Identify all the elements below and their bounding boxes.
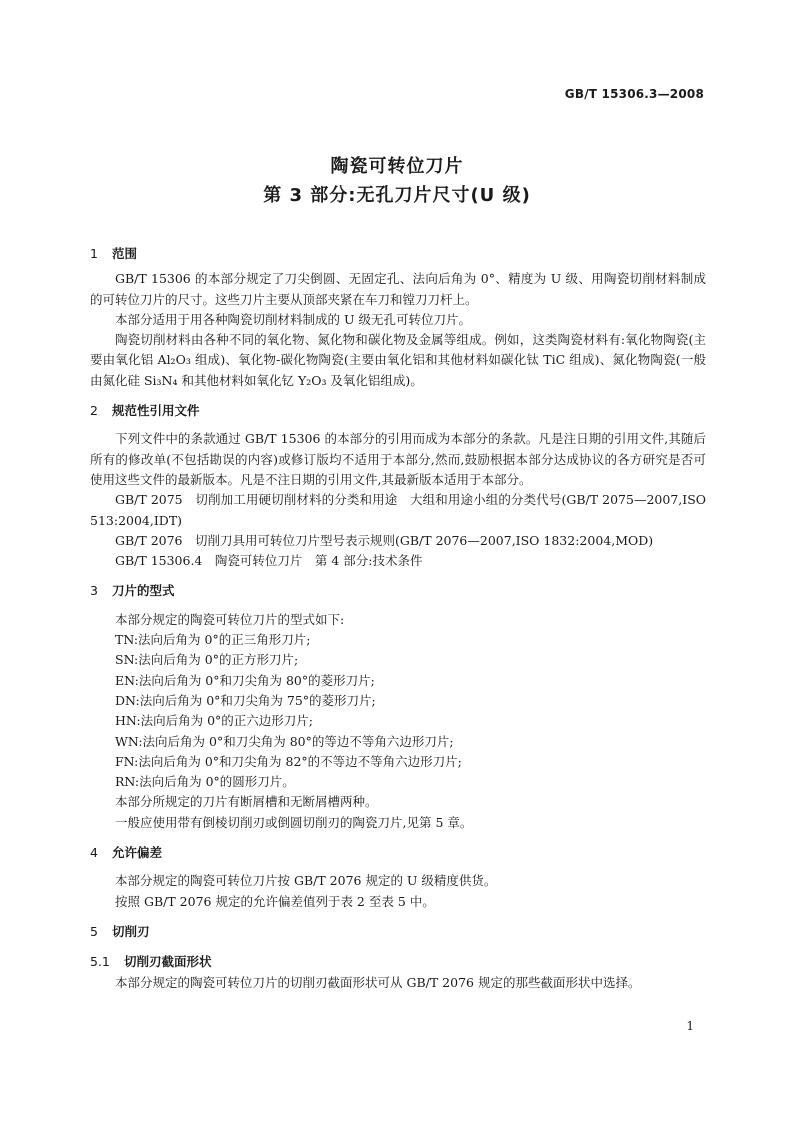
standard-code: GB/T 15306.3—2008 (564, 87, 704, 101)
spacer (90, 571, 706, 581)
page-number: 1 (686, 1019, 694, 1033)
insert-type-item: TN:法向后角为 0°的正三角形刀片; (115, 632, 311, 648)
document-title: 陶瓷可转位刀片 (330, 156, 464, 177)
section-4-heading (90, 843, 706, 863)
insert-type-item: SN:法向后角为 0°的正方形刀片; (115, 652, 299, 668)
section-3-heading (90, 581, 706, 601)
paragraph: 一般应使用带有倒棱切削刃或倒圆切削刃的陶瓷刀片,见第 5 章。 (115, 814, 473, 830)
section-number: 4 (90, 845, 98, 861)
spacer (90, 942, 706, 952)
section-title: 切削刃 (112, 923, 150, 939)
document-body (90, 244, 706, 993)
subsection-title: 切削刃截面形状 (124, 954, 212, 970)
insert-type-item: DN:法向后角为 0°和刀尖角为 75°的菱形刀片; (115, 692, 376, 708)
subsection-number: 5.1 (90, 954, 110, 970)
paragraph: 本部分规定的陶瓷可转位刀片按 GB/T 2076 规定的 U 级精度供货。 (115, 873, 497, 889)
paragraph: 本部分适用于用各种陶瓷切削材料制成的 U 级无孔可转位刀片。 (115, 311, 471, 327)
document-subtitle: 第 3 部分:无孔刀片尺寸(U 级) (263, 185, 531, 206)
subsection-5-1-heading (90, 952, 706, 972)
spacer (90, 833, 706, 843)
spacer (90, 863, 706, 871)
section-number: 5 (90, 923, 98, 939)
paragraph: 按照 GB/T 2076 规定的允许偏差值列于表 2 至表 5 中。 (115, 893, 435, 909)
insert-type-item: RN:法向后角为 0°的圆形刀片。 (115, 774, 295, 790)
paragraph: 本部分规定的陶瓷可转位刀片的切削刃截面形状可从 GB/T 2076 规定的那些截面形状中选择。 (115, 974, 641, 990)
section-1-heading (90, 244, 706, 264)
spacer (90, 391, 706, 401)
section-5-heading (90, 922, 706, 942)
paragraph: 下列文件中的条款通过 GB/T 15306 的本部分的引用而成为本部分的条款。凡是注日期的引用文件,其随后所有的修改单(不包括勘误的内容)或修订版均不适用于本部分,然而,鼓励根据本部分达成协议的各方研究是否可使用这些文件的最新版本。凡是不注日期的引用文件,其最新版本适用于本部分。 (90, 431, 706, 487)
reference-entry: GB/T 2075 切削加工用硬切削材料的分类和用途 大组和用途小组的分类代号(GB/T 2075—2007,ISO 513:2004,IDT) (90, 492, 706, 528)
paragraph: 陶瓷切削材料由各种不同的氧化物、氮化物和碳化物及金属等组成。例如，这类陶瓷材料有:氧化物陶瓷(主要由氧化铝 Al₂O₃ 组成)、氧化物-碳化物陶瓷(主要由氧化铝和其他材料如碳化钛 TiC 组成)、氮化物陶瓷(一般由氮化硅 Si₃N₄ 和其他材料如氧化钇 Y₂O₃ 及氧化铝组成)。 (90, 332, 706, 388)
insert-type-item: EN:法向后角为 0°和刀尖角为 80°的菱形刀片; (115, 672, 375, 688)
spacer (90, 912, 706, 922)
insert-type-item: FN:法向后角为 0°和刀尖角为 82°的不等边不等角六边形刀片; (115, 753, 462, 769)
paragraph: GB/T 15306 的本部分规定了刀尖倒圆、无固定孔、法向后角为 0°、精度为 U 级、用陶瓷切削材料制成的可转位刀片的尺寸。这些刀片主要从顶部夹紧在车刀和镗刀刀杆上。 (90, 271, 706, 307)
section-title: 允许偏差 (112, 845, 163, 861)
insert-type-item: HN:法向后角为 0°的正六边形刀片; (115, 713, 313, 729)
section-2-heading (90, 401, 706, 421)
section-number: 3 (90, 583, 98, 599)
paragraph: 本部分所规定的刀片有断屑槽和无断屑槽两种。 (115, 794, 378, 810)
reference-entry: GB/T 15306.4 陶瓷可转位刀片 第 4 部分:技术条件 (115, 553, 423, 569)
section-number: 2 (90, 403, 98, 419)
spacer (90, 421, 706, 429)
paragraph: 本部分规定的陶瓷可转位刀片的型式如下: (115, 611, 345, 627)
section-number: 1 (90, 246, 98, 261)
reference-entry: GB/T 2076 切削刀具用可转位刀片型号表示规则(GB/T 2076—2007,ISO 1832:2004,MOD) (115, 532, 654, 548)
insert-type-item: WN:法向后角为 0°和刀尖角为 80°的等边不等角六边形刀片; (115, 733, 454, 749)
spacer (90, 602, 706, 610)
section-title: 刀片的型式 (112, 583, 175, 599)
section-title: 范围 (112, 246, 138, 261)
section-title: 规范性引用文件 (112, 403, 200, 419)
